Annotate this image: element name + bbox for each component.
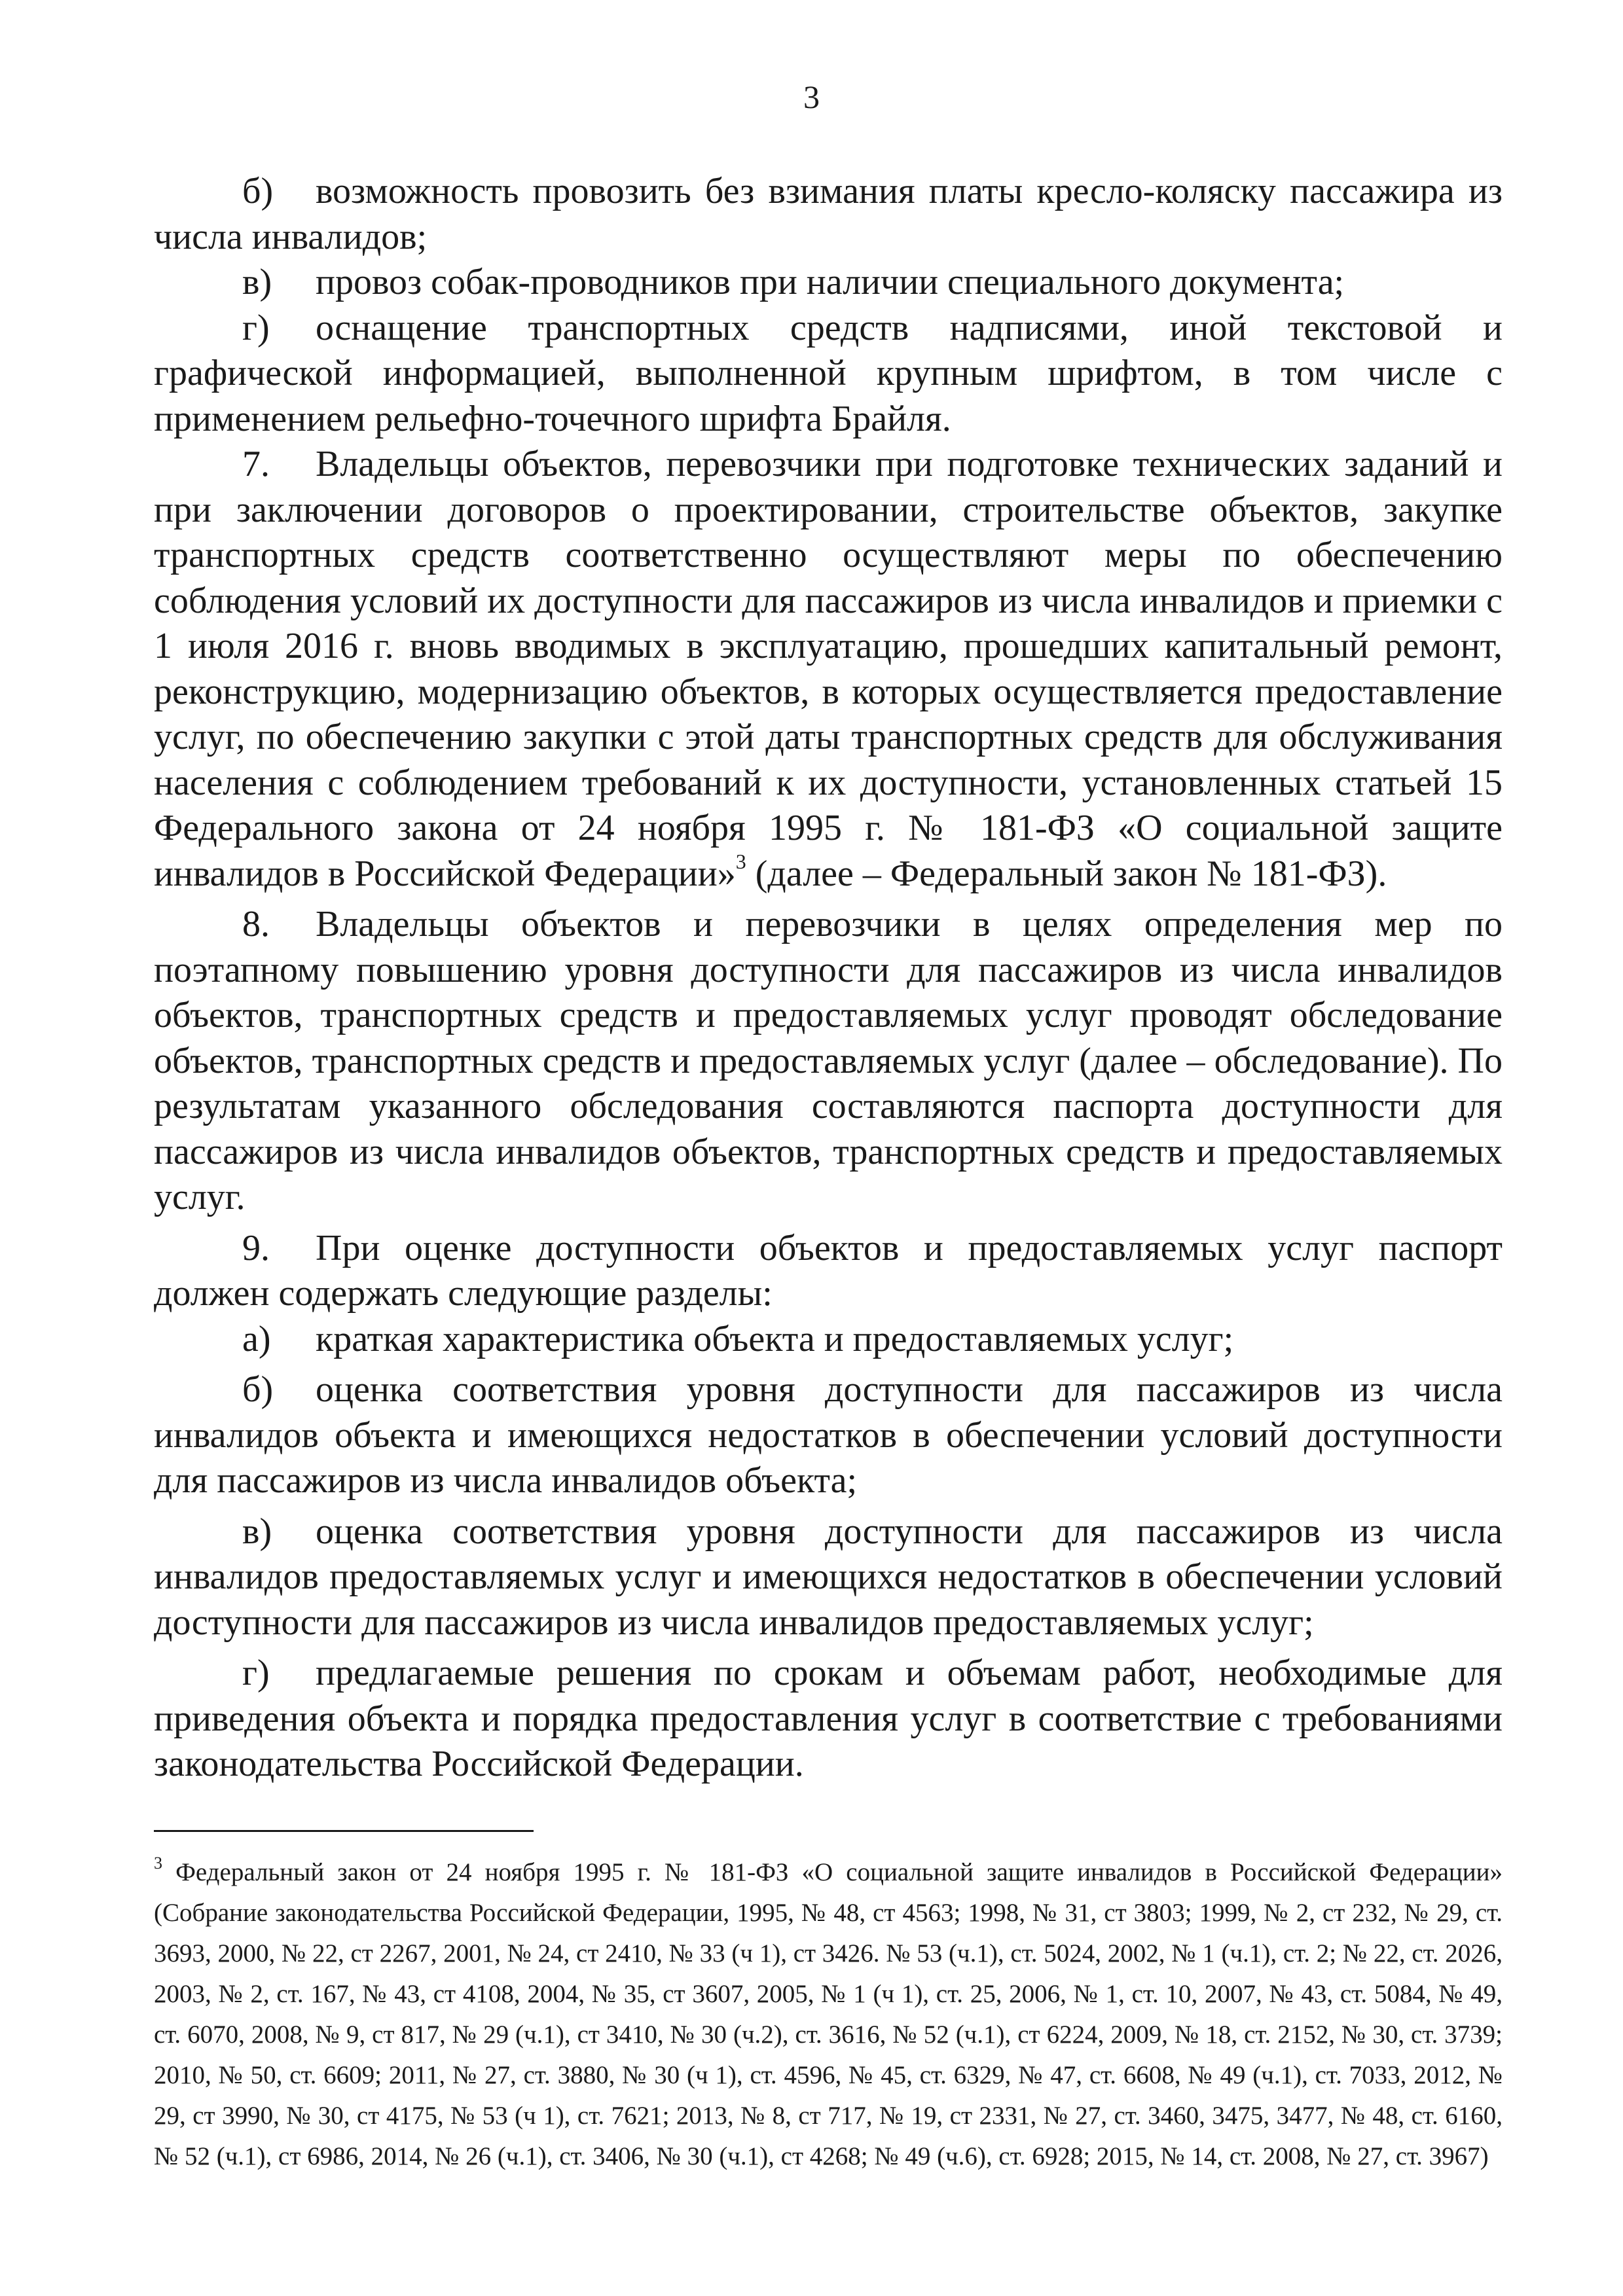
paragraph-text: При оценке доступности объектов и предоставляемых услуг паспорт должен содержать следующие разделы: xyxy=(154,1227,1503,1314)
item-marker: б) xyxy=(242,1369,274,1410)
paragraph-text-continued: (далее – Федеральный закон № 181-ФЗ). xyxy=(746,853,1387,894)
paragraph-item-v xyxy=(154,260,1503,306)
paragraph-text: оснащение транспортных средств надписями, иной текстовой и графической информацией, выполненной крупным шрифтом, в том числе с применением рельефно-точечного шрифта Брайля. xyxy=(154,307,1503,439)
paragraph-text: Владельцы объектов и перевозчики в целях определения мер по поэтапному повышению уровня доступности для пассажиров из числа инвалидов объектов, транспортных средств и предоставляемых услуг проводят обследование объектов, транспортных средств и предоставляемых услуг (далее – обследование). По результатам указанного обследования составляются паспорта доступности для пассажиров из числа инвалидов объектов, транспортных средств и предоставляемых услуг. xyxy=(154,904,1503,1217)
item-marker: г) xyxy=(242,1653,270,1693)
footnote-marker: 3 xyxy=(154,1854,162,1873)
item-marker: б) xyxy=(242,171,274,211)
paragraph-item-b xyxy=(154,169,1503,260)
item-marker: г) xyxy=(242,307,270,348)
footnote-text: Федеральный закон от 24 ноября 1995 г. № 181-ФЗ «О социальной защите инвалидов в Российской Федерации» (Собрание законодательства Российской Федерации, 1995, № 48, ст 4563; 1998, № 31, ст 3803; 1999, № 2, ст 232, № 29, ст. 3693, 2000, № 22, ст 2267, 2001, № 24, ст 2410, № 33 (ч 1), ст 3426. № 53 (ч.1), ст. 5024, 2002, № 1 (ч.1), ст. 2; № 22, ст. 2026, 2003, № 2, ст. 167, № 43, ст 4108, 2004, № 35, ст 3607, 2005, № 1 (ч 1), ст. 25, 2006, № 1, ст. 10, 2007, № 43, ст. 5084, № 49, ст. 6070, 2008, № 9, ст 817, № 29 (ч.1), ст 3410, № 30 (ч.2), ст. 3616, № 52 (ч.1), ст 6224, 2009, № 18, ст. 2152, № 30, ст. 3739; 2010, № 50, ст. 6609; 2011, № 27, ст. 3880, № 30 (ч 1), ст. 4596, № 45, ст. 6329, № 47, ст. 6608, № 49 (ч.1), ст. 7033, 2012, № 29, ст 3990, № 30, ст 4175, № 53 (ч 1), ст. 7621; 2013, № 8, ст 717, № 19, ст 2331, № 27, ст. 3460, 3475, 3477, № 48, ст. 6160, № 52 (ч.1), ст 6986, 2014, № 26 (ч.1), ст. 3406, № 30 (ч.1), ст 4268; № 49 (ч.6), ст. 6928; 2015, № 14, ст. 2008, № 27, ст. 3967) xyxy=(154,1858,1503,2170)
paragraph-text: провоз собак-проводников при наличии специального документа; xyxy=(316,262,1345,302)
document-body xyxy=(154,169,1503,1787)
paragraph-clause-8 xyxy=(154,902,1503,1221)
paragraph-item-b-2 xyxy=(154,1367,1503,1504)
paragraph-item-g-2 xyxy=(154,1651,1503,1787)
paragraph-item-v-2 xyxy=(154,1509,1503,1646)
paragraph-text: краткая характеристика объекта и предоставляемых услуг; xyxy=(316,1318,1234,1359)
paragraph-text: возможность провозить без взимания платы кресло-коляску пассажира из числа инвалидов; xyxy=(154,171,1503,257)
paragraph-text: оценка соответствия уровня доступности для пассажиров из числа инвалидов объекта и имеющихся недостатков в обеспечении условий доступности для пассажиров из числа инвалидов объекта; xyxy=(154,1369,1503,1501)
item-marker: а) xyxy=(242,1318,271,1359)
paragraph-text: Владельцы объектов, перевозчики при подготовке технических заданий и при заключении договоров о проектировании, строительстве объектов, закупке транспортных средств соответственно осуществляют меры по обеспечению соблюдения условий их доступности для пассажиров из числа инвалидов и приемки с 1 июля 2016 г. вновь вводимых в эксплуатацию, прошедших капитальный ремонт, реконструкцию, модернизацию объектов, в которых осуществляется предоставление услуг, по обеспечению закупки с этой даты транспортных средств для обслуживания населения с соблюдением требований к их доступности, установленных статьей 15 Федерального закона от 24 ноября 1995 г. № 181-ФЗ «О социальной защите инвалидов в Российской Федерации» xyxy=(154,444,1503,894)
page-number: 3 xyxy=(803,79,820,115)
footnote-reference: 3 xyxy=(735,849,746,873)
clause-number: 9. xyxy=(242,1227,270,1268)
clause-number: 7. xyxy=(242,444,270,484)
item-marker: в) xyxy=(242,262,272,302)
paragraph-clause-7 xyxy=(154,442,1503,897)
paragraph-text: предлагаемые решения по срокам и объемам работ, необходимые для приведения объекта и порядка предоставления услуг в соответствие с требованиями законодательства Российской Федерации. xyxy=(154,1653,1503,1784)
clause-number: 8. xyxy=(242,904,270,944)
footnote xyxy=(154,1852,1503,2177)
footnote-divider xyxy=(154,1830,534,1832)
paragraph-clause-9 xyxy=(154,1226,1503,1317)
item-marker: в) xyxy=(242,1511,272,1552)
paragraph-text: оценка соответствия уровня доступности для пассажиров из числа инвалидов предоставляемых услуг и имеющихся недостатков в обеспечении условий доступности для пассажиров из числа инвалидов предоставляемых услуг; xyxy=(154,1511,1503,1643)
paragraph-item-g xyxy=(154,306,1503,442)
paragraph-item-a xyxy=(154,1317,1503,1363)
